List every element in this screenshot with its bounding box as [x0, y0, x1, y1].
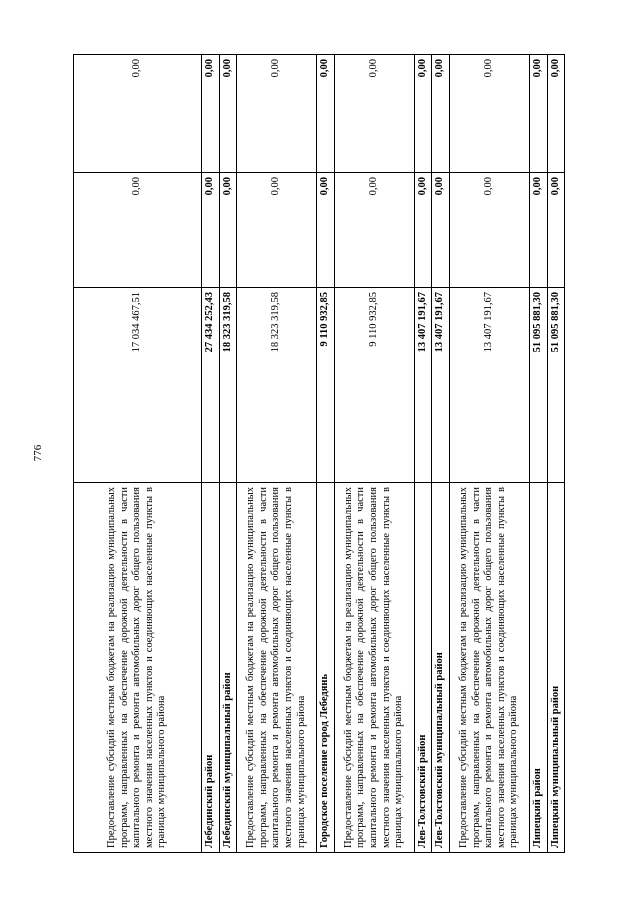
row-value-1: 13 407 191,67 — [414, 288, 432, 483]
row-name: Предоставление субсидий местным бюджетам на реализацию муниципальных программ, направленных на обеспечение дорожной деятельности в части капитального ремонта и ремонта автомобильных дорог общего пользования местного значения населенных пунктов и соединяющих населенные пункты в границах муниципального района — [74, 483, 202, 853]
row-value-2: 0,00 — [529, 173, 547, 288]
row-value-1: 51 095 881,30 — [547, 288, 565, 483]
row-name: Предоставление субсидий местным бюджетам на реализацию муниципальных программ, направленных на обеспечение дорожной деятельности в части капитального ремонта и ремонта автомобильных дорог общего пользования местного значения населенных пунктов и соединяющих населенные пункты в границах муниципального района — [334, 483, 414, 853]
row-value-1: 9 110 932,85 — [317, 288, 335, 483]
row-value-3: 0,00 — [547, 55, 565, 173]
row-value-1: 27 434 252,43 — [202, 288, 220, 483]
table-row — [237, 55, 317, 853]
table-row — [449, 55, 529, 853]
rotated-table-container — [73, 55, 561, 853]
row-value-3: 0,00 — [317, 55, 335, 173]
row-value-2: 0,00 — [219, 173, 237, 288]
row-value-3: 0,00 — [449, 55, 529, 173]
row-value-3: 0,00 — [219, 55, 237, 173]
row-value-3: 0,00 — [202, 55, 220, 173]
row-value-2: 0,00 — [414, 173, 432, 288]
row-name: Липецкий муниципальный район — [547, 483, 565, 853]
row-value-1: 18 323 319,58 — [219, 288, 237, 483]
row-name: Лебединский муниципальный район — [219, 483, 237, 853]
row-value-3: 0,00 — [432, 55, 450, 173]
table-row — [529, 55, 547, 853]
row-value-3: 0,00 — [529, 55, 547, 173]
row-value-3: 0,00 — [74, 55, 202, 173]
row-value-1: 18 323 319,58 — [237, 288, 317, 483]
budget-table — [73, 54, 565, 853]
row-value-1: 13 407 191,67 — [432, 288, 450, 483]
row-name: Лев-Толстовский муниципальный район — [432, 483, 450, 853]
row-name: Липецкий район — [529, 483, 547, 853]
row-value-2: 0,00 — [74, 173, 202, 288]
row-name: Лев-Толстовский район — [414, 483, 432, 853]
row-value-1: 9 110 932,85 — [334, 288, 414, 483]
table-row — [547, 55, 565, 853]
page-number: 776 — [32, 444, 44, 462]
row-value-2: 0,00 — [334, 173, 414, 288]
row-value-3: 0,00 — [414, 55, 432, 173]
row-value-2: 0,00 — [317, 173, 335, 288]
row-value-2: 0,00 — [202, 173, 220, 288]
table-row — [414, 55, 432, 853]
row-name: Городское поселение город Лебедянь — [317, 483, 335, 853]
row-name: Лебединский район — [202, 483, 220, 853]
table-row — [74, 55, 202, 853]
row-value-2: 0,00 — [237, 173, 317, 288]
table-row — [432, 55, 450, 853]
row-value-2: 0,00 — [432, 173, 450, 288]
row-value-3: 0,00 — [237, 55, 317, 173]
table-row — [202, 55, 220, 853]
row-value-1: 17 034 467,51 — [74, 288, 202, 483]
row-value-3: 0,00 — [334, 55, 414, 173]
row-value-2: 0,00 — [449, 173, 529, 288]
row-value-1: 13 407 191,67 — [449, 288, 529, 483]
row-value-1: 51 095 881,30 — [529, 288, 547, 483]
table-row — [219, 55, 237, 853]
row-value-2: 0,00 — [547, 173, 565, 288]
table-row — [317, 55, 335, 853]
row-name: Предоставление субсидий местным бюджетам на реализацию муниципальных программ, направленных на обеспечение дорожной деятельности в части капитального ремонта и ремонта автомобильных дорог общего пользования местного значения населенных пунктов и соединяющих населенные пункты в границах муниципального района — [237, 483, 317, 853]
table-row — [334, 55, 414, 853]
row-name: Предоставление субсидий местным бюджетам на реализацию муниципальных программ, направленных на обеспечение дорожной деятельности в части капитального ремонта и ремонта автомобильных дорог общего пользования местного значения населенных пунктов и соединяющих населенные пункты в границах муниципального района — [449, 483, 529, 853]
